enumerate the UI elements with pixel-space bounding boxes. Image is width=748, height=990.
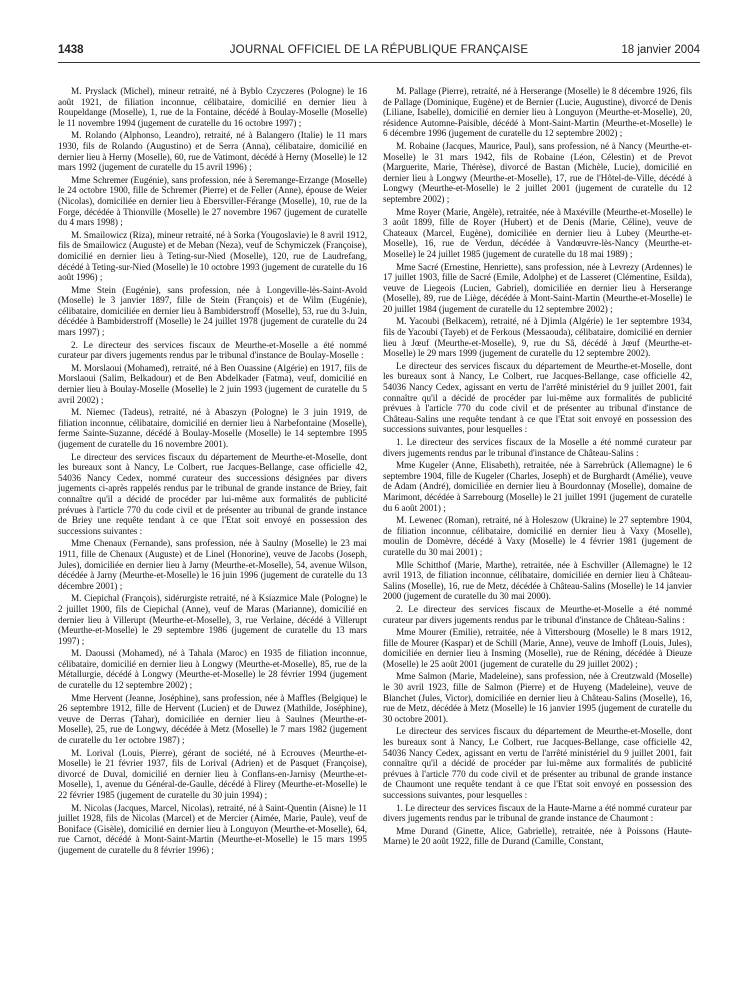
paragraph: M. Niemec (Tadeus), retraité, né à Abaszyn (Pologne) le 3 juin 1919, de filiation inconnue, célibataire, domicilié en dernier lieu à Narbefontaine (Moselle), ferme Sainte-Suzanne, décédé à Boulay-Moselle (Moselle) le 14 septembre 1995 (jugement de curatelle du 16 novembre 2001). bbox=[58, 407, 367, 449]
paragraph: 1. Le directeur des services fiscaux de la Haute-Marne a été nommé curateur par divers jugements rendus par le tribunal de grande instance de Chaumont : bbox=[383, 802, 692, 824]
issue-date: 18 janvier 2004 bbox=[621, 44, 700, 56]
paragraph: 1. Le directeur des services fiscaux de la Moselle a été nommé curateur par divers jugements rendus par le tribunal d'instance de Château-Salins : bbox=[383, 437, 692, 458]
left-column bbox=[58, 86, 367, 858]
paragraph: Le directeur des services fiscaux du département de Meurthe-et-Moselle, dont les bureaux sont à Nancy, Le Colbert, rue Jacques-Bellange, case officielle 42, 54036 Nancy Cedex, nommé curateur des successions désignées par divers jugements ci-après rappelés rendus par le tribunal de grande instance de Briey, fait connaître qu'il a décidé de procéder par lui-même aux formalités de publicité prévues à l'article 770 du code civil et de présenter au tribunal de grande instance de Briey une requête tendant à ce que l'Etat soit envoyé en possession des successions suivantes : bbox=[58, 451, 367, 536]
paragraph: Le directeur des services fiscaux du département de Meurthe-et-Moselle, dont les bureaux sont à Nancy, Le Colbert, rue Jacques-Bellange, case officielle 42, 54036 Nancy Cedex, agissant en vertu de l'arrêté ministériel du 9 juillet 2001, fait connaître qu'il a décidé de procéder par lui-même aux formalités de publicité prévues à l'article 770 du code civil et de présenter au tribunal de grande instance de Chaumont une requête tendant à ce que l'Etat soit envoyé en possession des successions suivantes, pour lesquelles : bbox=[383, 726, 692, 800]
paragraph: M. Nicolas (Jacques, Marcel, Nicolas), retraité, né à Saint-Quentin (Aisne) le 11 juillet 1928, fils de Nicolas (Marcel) et de Mercier (Aimée, Marie, Paule), veuf de Boniface (Gisèle), domicilié en dernier lieu à Longuyon (Meurthe-et-Moselle), 64, rue Carnot, décédé à Mont-Saint-Martin (Meurthe-et-Moselle) le 15 mars 1995 (jugement de curatelle du 8 février 1996) ; bbox=[58, 802, 367, 855]
paragraph: M. Yacoubi (Belkacem), retraité, né à Djimla (Algérie) le 1er septembre 1934, fils de Yacoubi (Tayeb) et de Ferkous (Messaouda), célibataire, domicilié en dernier lieu à Jœuf (Meurthe-et-Moselle), 9, rue du Sâ, décédé à Jœuf (Meurthe-et-Moselle) le 29 mars 1999 (jugement de curatelle du 12 septembre 2002). bbox=[383, 316, 692, 359]
paragraph: Mme Schremer (Eugénie), sans profession, née à Seremange-Erzange (Moselle) le 24 octobre 1900, fille de Schremer (Pierre) et de Feller (Anne), épouse de Weier (Nicolas), domiciliée en dernier lieu à Ebersviller-Férange (Moselle), 10, rue de la Forge, décédée à Thionville (Moselle) le 27 novembre 1967 (jugement de curatelle du 4 mars 1998) ; bbox=[58, 174, 367, 228]
paragraph: Mme Salmon (Marie, Madeleine), sans profession, née à Creutzwald (Moselle) le 30 avril 1923, fille de Salmon (Pierre) et de Huyeng (Madeleine), veuve de Blanchet (Jules, Victor), domiciliée en dernier lieu à Château-Salins (Moselle), 16, rue de Metz, décédée à Metz (Moselle) le 16 janvier 1995 (jugement de curatelle du 30 octobre 2001). bbox=[383, 671, 692, 724]
page-number: 1438 bbox=[58, 44, 84, 56]
paragraph: Le directeur des services fiscaux du département de Meurthe-et-Moselle, dont les bureaux sont à Nancy, Le Colbert, rue Jacques-Bellange, case officielle 42, 54036 Nancy Cedex, agissant en vertu de l'arrêté ministériel du 9 juillet 2001, fait connaître qu'il a décidé de procéder par lui-même aux formalités de publicité prévues à l'article 770 du code civil et de présenter au tribunal d'instance de Château-Salins une requête tendant à ce que l'Etat soit envoyé en possession des successions suivantes, pour lesquelles : bbox=[383, 360, 692, 435]
paragraph: M. Morslaoui (Mohamed), retraité, né à Ben Ouassine (Algérie) en 1917, fils de Morslaoui (Salim, Belkadour) et de Ben Abdelkader (Fatma), veuf, domicilié en dernier lieu à Boulay-Moselle (Moselle) le 2 juin 1993 (jugement de curatelle du 5 avril 2002) ; bbox=[58, 362, 367, 405]
paragraph: M. Rolando (Alphonso, Leandro), retraité, né à Balangero (Italie) le 11 mars 1930, fils de Rolando (Augustino) et de Serra (Anna), célibataire, domicilié en dernier lieu à Herny (Moselle), 60, rue de Vatimont, décédé à Herny (Moselle) le 12 mars 1992 (jugement de curatelle du 15 avril 1996) ; bbox=[58, 130, 367, 173]
paragraph: Mme Durand (Ginette, Alice, Gabrielle), retraitée, née à Poissons (Haute-Marne) le 20 août 1922, fille de Durand (Camille, Constant, bbox=[383, 825, 692, 847]
paragraph: M. Pryslack (Michel), mineur retraité, né à Byblo Czyczeres (Pologne) le 16 août 1921, de filiation inconnue, célibataire, domicilié en dernier lieu à Roupeldange (Moselle), 1, rue de la Fontaine, décédé à Boulay-Moselle (Moselle) le 11 novembre 1994 (jugement de curatelle du 16 octobre 1997) ; bbox=[58, 86, 367, 128]
paragraph: M. Pallage (Pierre), retraité, né à Herserange (Moselle) le 8 décembre 1926, fils de Pallage (Dominique, Eugène) et de Bernier (Lucie, Augustine), divorcé de Denis (Liliane, Isabelle), domicilié en dernier lieu à Longuyon (Meurthe-et-Moselle), 20, résidence Automne-Paisible, décédé à Mont-Saint-Martin (Meurthe-et-Moselle) le 6 décembre 1996 (jugement de curatelle du 12 septembre 2002) ; bbox=[383, 86, 692, 139]
header-rule bbox=[58, 62, 700, 63]
paragraph: Mme Kugeler (Anne, Elisabeth), retraitée, née à Sarrebrück (Allemagne) le 6 septembre 1904, fille de Kugeler (Charles, Joseph) et de Burghardt (Amélie), veuve de Adam (André), domiciliée en dernier lieu à Bourdonnay (Moselle), domaine de Marimont, décédée à Sarrebourg (Moselle) le 21 juillet 1991 (jugement de curatelle du 6 août 2001) ; bbox=[383, 460, 692, 513]
paragraph: M. Smailowicz (Riza), mineur retraité, né à Sorka (Yougoslavie) le 8 avril 1912, fils de Smailowicz (Auguste) et de Meban (Neza), veuf de Schymiczek (Françoise), domicilié en dernier lieu à Teting-sur-Nied (Moselle), 120, rue de Laudrefang, décédé à Teting-sur-Nied (Moselle) le 10 octobre 1993 (jugement de curatelle du 16 août 1996) ; bbox=[58, 229, 367, 283]
paragraph: M. Lewenec (Roman), retraité, né à Holeszow (Ukraine) le 27 septembre 1904, de filiation inconnue, célibataire, domicilié en dernier lieu à Vaxy (Moselle), moulin de Domèvre, décédé à Vaxy (Moselle) le 4 février 1981 (jugement de curatelle du 30 mai 2001) ; bbox=[383, 515, 692, 557]
paragraph: Mme Stein (Eugénie), sans profession, née à Longeville-lès-Saint-Avold (Moselle) le 3 janvier 1897, fille de Stein (François) et de Wilm (Eugénie), célibataire, domiciliée en dernier lieu à Bambiderstroff (Moselle), 53, rue du 3-Juin, décédée à Bambiderstroff (Moselle) le 24 juillet 1978 (jugement de curatelle du 24 mars 1997) ; bbox=[58, 284, 367, 338]
paragraph: M. Lorival (Louis, Pierre), gérant de société, né à Ecrouves (Meurthe-et-Moselle) le 21 février 1937, fils de Lorival (Adrien) et de Pasquet (Françoise), divorcé de Duval, domicilié en dernier lieu à Conflans-en-Jarnisy (Meurthe-et-Moselle), 1, avenue du Général-de-Gaulle, décédé à Flirey (Meurthe-et-Moselle) le 22 février 1985 (jugement de curatelle du 30 juin 1994) ; bbox=[58, 747, 367, 800]
paragraph: 2. Le directeur des services fiscaux de Meurthe-et-Moselle a été nommé curateur par divers jugements rendus par le tribunal d'instance de Château-Salins : bbox=[383, 603, 692, 625]
page-header bbox=[58, 44, 700, 60]
paragraph: M. Ciepichal (François), sidérurgiste retraité, né à Ksiazmice Male (Pologne) le 2 juillet 1900, fils de Ciepichal (Anne), veuf de Maras (Marianne), domicilié en dernier lieu à Villerupt (Meurthe-et-Moselle), 3, rue Verlaine, décédé à Villerupt (Meurthe-et-Moselle) le 29 septembre 1986 (jugement de curatelle du 13 mars 1997) ; bbox=[58, 593, 367, 646]
paragraph: M. Daoussi (Mohamed), né à Tahala (Maroc) en 1935 de filiation inconnue, célibataire, domicilié en dernier lieu à Longwy (Meurthe-et-Moselle), 85, rue de la Métallurgie, décédé à Longwy (Meurthe-et-Moselle) le 28 février 1994 (jugement de curatelle du 12 septembre 2002) ; bbox=[58, 648, 367, 691]
paragraph: Mme Hervent (Jeanne, Joséphine), sans profession, née à Maffles (Belgique) le 26 septembre 1912, fille de Hervent (Lucien) et de Duwez (Mathilde, Joséphine), veuve de Derras (Tahar), domiciliée en dernier lieu à Saulnes (Meurthe-et-Moselle), 25, rue de Longwy, décédée à Metz (Moselle) le 7 mars 1982 (jugement de curatelle du 1er octobre 1987) ; bbox=[58, 692, 367, 746]
paragraph: Mme Royer (Marie, Angèle), retraitée, née à Maxéville (Meurthe-et-Moselle) le 3 août 1899, fille de Royer (Hubert) et de Denis (Marie, Céline), veuve de Chateaux (Marcel, Eugène), domiciliée en dernier lieu à Lubey (Meurthe-et-Moselle), 16, rue de Verdun, décédée à Vandœuvre-lès-Nancy (Meurthe-et-Moselle) le 24 juillet 1985 (jugement de curatelle du 18 mai 1989) ; bbox=[383, 206, 692, 259]
paragraph: Mlle Schitthof (Marie, Marthe), retraitée, née à Eschviller (Allemagne) le 12 avril 1913, de filiation inconnue, célibataire, domiciliée en dernier lieu à Château-Salins (Moselle), 16, rue de Metz, décédée à Château-Salins (Moselle) le 14 janvier 2000 (jugement de curatelle du 30 mai 2000). bbox=[383, 559, 692, 602]
journal-title: JOURNAL OFFICIEL DE LA RÉPUBLIQUE FRANÇAISE bbox=[229, 44, 529, 56]
right-column bbox=[383, 86, 692, 849]
paragraph: 2. Le directeur des services fiscaux de Meurthe-et-Moselle a été nommé curateur par divers jugements rendus par le tribunal d'instance de Boulay-Moselle : bbox=[58, 339, 367, 361]
paragraph: M. Robaine (Jacques, Maurice, Paul), sans profession, né à Nancy (Meurthe-et-Moselle) le 31 mars 1942, fils de Robaine (Léon, Célestin) et de Prevot (Marguerite, Marie, Thérèse), divorcé de Bastan (Michèle, Lucie), domicilié en dernier lieu à Longwy (Meurthe-et-Moselle), 17, rue de l'Hôtel-de-Ville, décédé à Longwy (Meurthe-et-Moselle) le 2 juillet 2001 (jugement de curatelle du 12 septembre 2002) ; bbox=[383, 140, 692, 204]
paragraph: Mme Chenaux (Fernande), sans profession, née à Saulny (Moselle) le 23 mai 1911, fille de Chenaux (Auguste) et de Linel (Honorine), veuve de Jacobs (Joseph, Jules), domiciliée en dernier lieu à Jarny (Meurthe-et-Moselle), 54, avenue Wilson, décédée à Jarny (Meurthe-et-Moselle) le 16 juin 1996 (jugement de curatelle du 13 décembre 2001) ; bbox=[58, 538, 367, 591]
paragraph: Mme Mourer (Emilie), retraitée, née à Vittersbourg (Moselle) le 8 mars 1912, fille de Mourer (Kaspar) et de Schill (Marie, Anne), veuve de Imhoff (Louis, Jules), domiciliée en dernier lieu à Insming (Moselle), rue de Réning, décédée à Dieuze (Moselle) le 25 août 2001 (jugement de curatelle du 29 juillet 2002) ; bbox=[383, 627, 692, 669]
paragraph: Mme Sacré (Ernestine, Henriette), sans profession, née à Levrezy (Ardennes) le 17 juillet 1903, fille de Sacré (Emile, Adolphe) et de Lasseret (Clémentine, Esilda), veuve de Liegeois (Lucien, Gabriel), domiciliée en dernier lieu à Herserange (Moselle), 89, rue de Liège, décédée à Mont-Saint-Martin (Meurthe-et-Moselle) le 20 juillet 1984 (jugement de curatelle du 12 septembre 2002) ; bbox=[383, 261, 692, 314]
